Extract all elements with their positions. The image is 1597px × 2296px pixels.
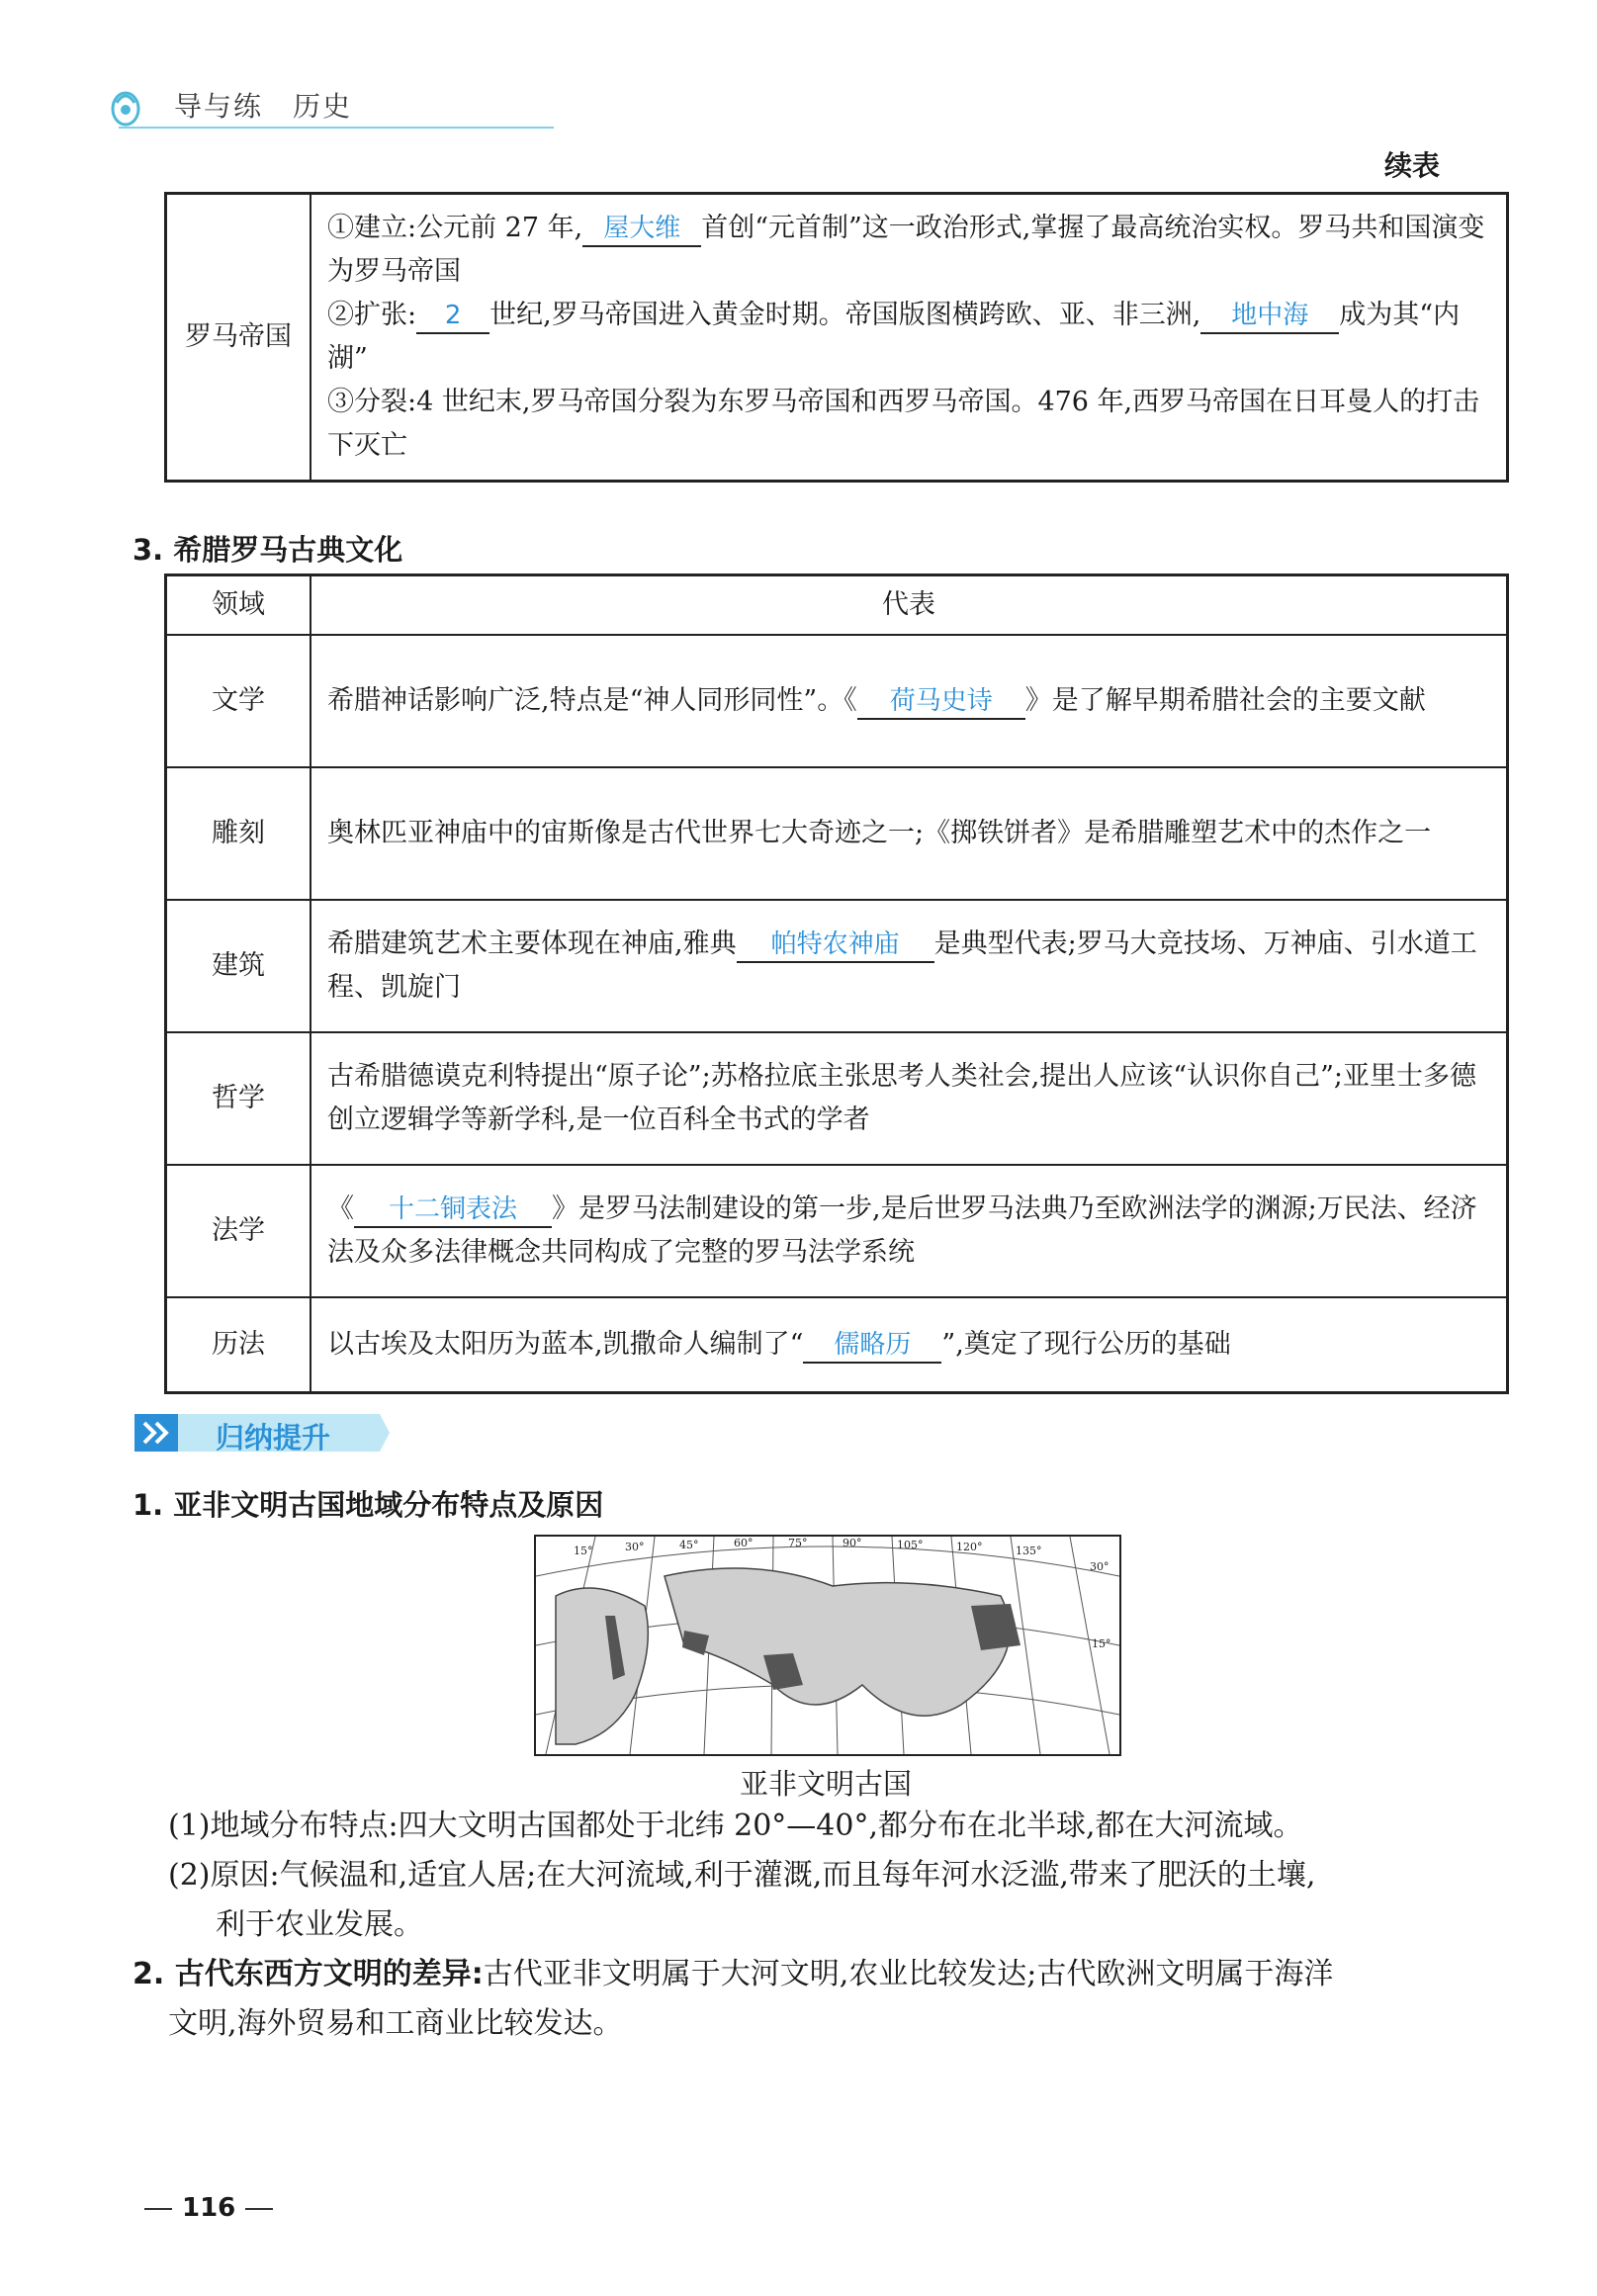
- table-row: [166, 767, 1508, 900]
- book-logo-icon: [109, 83, 142, 129]
- paragraph-distribution: (1)地域分布特点:四大文明古国都处于北纬 20°—40°,都分布在北半球,都在大河流域。: [168, 1809, 1303, 1843]
- map-lon-label: 120°: [956, 1541, 983, 1553]
- rome-label: 罗马帝国: [166, 194, 311, 482]
- map-lon-label: 30°: [625, 1541, 645, 1553]
- continued-label: 续表: [1384, 149, 1441, 182]
- page-number: 116: [134, 2193, 283, 2223]
- header-rep: 代表: [311, 575, 1508, 636]
- afro-asia-civilizations-map: [534, 1535, 1121, 1756]
- map-lat-label: 15°: [1092, 1637, 1111, 1650]
- summary-tag-label: 归纳提升: [216, 1421, 331, 1455]
- table-row: [166, 900, 1508, 1032]
- field-cell: 雕刻: [166, 767, 311, 900]
- blank-answer: 地中海: [1200, 299, 1339, 334]
- paragraph-differences-cont: 文明,海外贸易和工商业比较发达。: [168, 2006, 623, 2041]
- paragraph-reason-cont: 利于农业发展。: [216, 1907, 423, 1942]
- field-cell: 建筑: [166, 900, 311, 1032]
- rep-cell: 古希腊德谟克利特提出“原子论”;苏格拉底主张思考人类社会,提出人应该“认识你自己”;亚里士多德创立逻辑学等新学科,是一位百科全书式的学者: [311, 1032, 1508, 1165]
- paragraph-differences: 2. 古代东西方文明的差异:古代亚非文明属于大河文明,农业比较发达;古代欧洲文明属于海洋: [133, 1957, 1334, 1991]
- header-rule: [119, 127, 554, 129]
- map-caption: 亚非文明古国: [740, 1767, 913, 1801]
- rome-item-3: ③分裂:4 世纪末,罗马帝国分裂为东罗马帝国和西罗马帝国。476 年,西罗马帝国在日耳曼人的打击下灭亡: [327, 387, 1480, 461]
- section-1-title: 1. 亚非文明古国地域分布特点及原因: [133, 1488, 604, 1522]
- map-lon-label: 15°: [574, 1545, 593, 1557]
- blank-answer: 儒略历: [803, 1328, 941, 1364]
- map-lon-label: 135°: [1016, 1545, 1042, 1557]
- rome-item-2: ②扩张: 2 世纪,罗马帝国进入黄金时期。帝国版图横跨欧、亚、非三洲, 地中海 成为其“内湖”: [327, 300, 1461, 374]
- rome-item-1: ①建立:公元前 27 年, 屋大维 首创“元首制”这一政治形式,掌握了最高统治实权。罗马共和国演变为罗马帝国: [327, 213, 1485, 287]
- map-lon-label: 90°: [843, 1537, 862, 1549]
- rep-cell: 以古埃及太阳历为蓝本,凯撒命人编制了“ 儒略历 ”,奠定了现行公历的基础: [311, 1297, 1508, 1393]
- field-cell: 历法: [166, 1297, 311, 1393]
- map-lon-label: 60°: [734, 1537, 754, 1549]
- summary-tag: [134, 1408, 390, 1457]
- paragraph-reason: (2)原因:气候温和,适宜人居;在大河流域,利于灌溉,而且每年河水泛滥,带来了肥沃的土壤,: [168, 1858, 1316, 1893]
- rome-empire-table: [164, 192, 1509, 483]
- blank-answer: 屋大维: [582, 212, 701, 247]
- rep-cell: 希腊神话影响广泛,特点是“神人同形同性”。《 荷马史诗 》是了解早期希腊社会的主要文献: [311, 635, 1508, 767]
- culture-table: [164, 574, 1509, 1394]
- table-row: [166, 1032, 1508, 1165]
- rep-cell: 希腊建筑艺术主要体现在神庙,雅典 帕特农神庙 是典型代表;罗马大竞技场、万神庙、引水道工程、凯旋门: [311, 900, 1508, 1032]
- rep-cell: 《 十二铜表法 》是罗马法制建设的第一步,是后世罗马法典乃至欧洲法学的渊源;万民法、经济法及众多法律概念共同构成了完整的罗马法学系统: [311, 1165, 1508, 1297]
- map-lon-label: 45°: [679, 1539, 699, 1551]
- table-row: [166, 1165, 1508, 1297]
- field-cell: 文学: [166, 635, 311, 767]
- table-row: [166, 635, 1508, 767]
- field-cell: 哲学: [166, 1032, 311, 1165]
- map-lon-label: 105°: [897, 1539, 924, 1551]
- map-lon-label: 75°: [788, 1537, 808, 1549]
- blank-answer: 帕特农神庙: [737, 927, 934, 963]
- header-title: 导与练 历史: [174, 90, 353, 123]
- field-cell: 法学: [166, 1165, 311, 1297]
- rome-content: [311, 194, 1508, 482]
- table-row: [166, 1297, 1508, 1393]
- header-field: 领域: [166, 575, 311, 636]
- blank-answer: 2: [416, 299, 489, 334]
- rep-cell: 奥林匹亚神庙中的宙斯像是古代世界七大奇迹之一;《掷铁饼者》是希腊雕塑艺术中的杰作之一: [311, 767, 1508, 900]
- map-lat-label: 30°: [1090, 1560, 1109, 1573]
- paragraph-differences-title: 2. 古代东西方文明的差异:: [133, 1957, 484, 1991]
- blank-answer: 十二铜表法: [354, 1192, 552, 1228]
- blank-answer: 荷马史诗: [857, 684, 1025, 720]
- section-3-title: 3. 希腊罗马古典文化: [133, 533, 403, 567]
